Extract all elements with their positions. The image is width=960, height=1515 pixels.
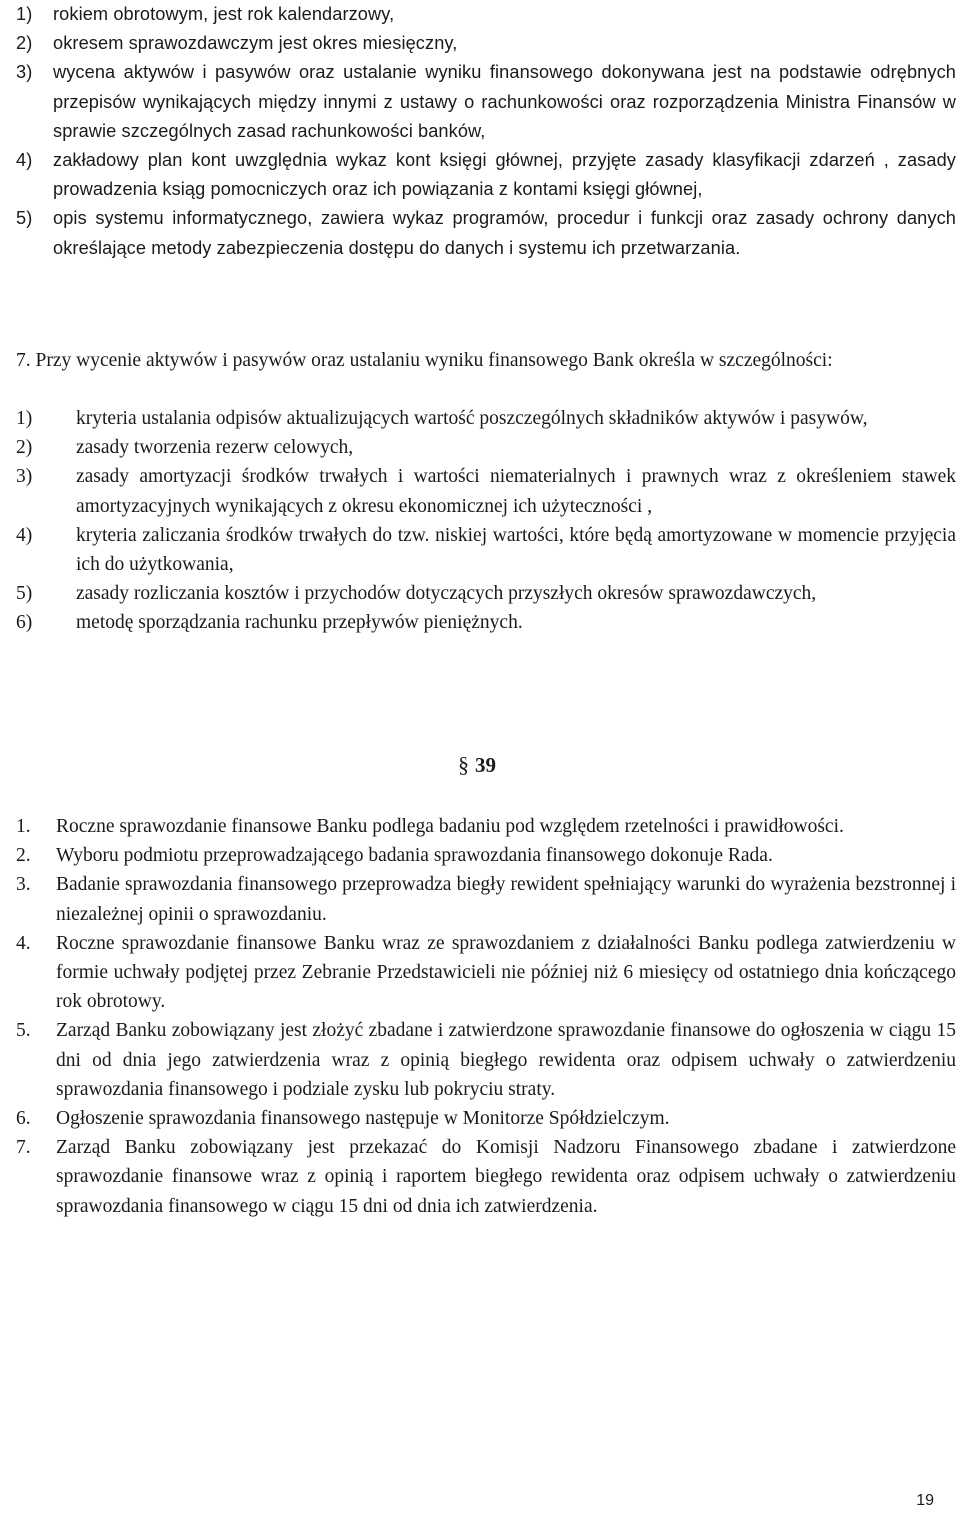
list-item-text: wycena aktywów i pasywów oraz ustalanie wyniku finansowego dokonywana jest na podstawie odrębnych przepisów wynikających między innymi z ustawy o rachunkowości oraz rozporządzenia Ministra Finansów w sprawie szczególnych zasad rachunkowości banków, xyxy=(53,62,956,141)
list-item-text: zasady amortyzacji środków trwałych i wartości niematerialnych i prawnych wraz z określeniem stawek amortyzacyjnych wynikających z okresu ekonomicznej ich użyteczności , xyxy=(76,466,956,517)
list-item xyxy=(16,521,956,579)
list-item-number: 2) xyxy=(16,437,33,459)
paragraph-7 xyxy=(16,346,956,375)
list-item xyxy=(16,404,956,433)
list-item-text: kryteria zaliczania środków trwałych do tzw. niskiej wartości, które będą amortyzowane w momencie przyjęcia ich do użytkowania, xyxy=(76,524,956,576)
list-item xyxy=(16,1133,956,1221)
list-item-number: 5) xyxy=(16,208,33,229)
list-item-text: Zarząd Banku zobowiązany jest przekazać do Komisji Nadzoru Finansowego zbadane i zatwierdzone sprawozdanie finansowe wraz z opinią i raportem biegłego rewidenta oraz odpisem uchwały o zatwierdzeniu sprawozdania finansowego w ciągu 15 dni od dnia ich zatwierdzenia. xyxy=(56,1137,956,1217)
list-item-number: 1) xyxy=(16,4,33,24)
list-item-text: Roczne sprawozdanie finansowe Banku podlega badaniu pod względem rzetelności i prawidłowości. xyxy=(56,816,844,837)
list-item xyxy=(16,579,956,608)
list-item-number: 5. xyxy=(16,1020,31,1042)
list-item-number: 4. xyxy=(16,932,31,954)
list-item-text: rokiem obrotowym, jest rok kalendarzowy, xyxy=(53,4,395,24)
list-item xyxy=(16,0,956,29)
list-item-text: zasady rozliczania kosztów i przychodów dotyczących przyszłych okresów sprawozdawczych, xyxy=(76,583,817,605)
list-a xyxy=(16,0,956,263)
list-item-text: metodę sporządzania rachunku przepływów pieniężnych. xyxy=(76,612,523,634)
list-item-number: 3) xyxy=(16,62,33,83)
page-number: 19 xyxy=(916,1492,934,1509)
list-item-number: 3. xyxy=(16,874,31,896)
list-item-number: 1. xyxy=(16,816,31,837)
list-item-text: kryteria ustalania odpisów aktualizujących wartość poszczególnych składników aktywów i pasywów, xyxy=(76,408,868,429)
list-item-text: Roczne sprawozdanie finansowe Banku wraz ze sprawozdaniem z działalności Banku podlega zatwierdzeniu w formie uchwały podjętej przez Zebranie Przedstawicieli nie później niż 6 miesięcy od ostatniego dnia kończącego rok obrotowy. xyxy=(56,932,956,1013)
paragraph-text: Przy wycenie aktywów i pasywów oraz ustalaniu wyniku finansowego Bank określa w szczególności: xyxy=(35,350,833,371)
list-item-text: Wyboru podmiotu przeprowadzającego badania sprawozdania finansowego dokonuje Rada. xyxy=(56,845,773,867)
list-item xyxy=(16,841,956,870)
list-item-number: 3) xyxy=(16,466,33,488)
section-sign: § xyxy=(458,752,469,777)
list-item-number: 4) xyxy=(16,150,33,171)
list-item xyxy=(16,812,956,841)
list-item-text: Ogłoszenie sprawozdania finansowego następuje w Monitorze Spółdzielczym. xyxy=(56,1108,670,1130)
list-item-number: 4) xyxy=(16,524,33,546)
list-item xyxy=(16,870,956,928)
list-item xyxy=(16,58,956,146)
list-item-text: Badanie sprawozdania finansowego przeprowadza biegły rewident spełniający warunki do wyrażenia bezstronnej i niezależnej opinii o sprawozdaniu. xyxy=(56,874,956,925)
list-item xyxy=(16,204,956,262)
list-item-number: 7. xyxy=(16,1137,31,1159)
list-item xyxy=(16,1016,956,1104)
list-item-text: zasady tworzenia rezerw celowych, xyxy=(76,437,354,459)
list-item xyxy=(16,29,956,58)
list-item xyxy=(16,433,956,462)
list-item-number: 2) xyxy=(16,33,33,54)
list-item xyxy=(16,462,956,520)
list-item xyxy=(16,929,956,1017)
list-item-text: zakładowy plan kont uwzględnia wykaz kont księgi głównej, przyjęte zasady klasyfikacji zdarzeń , zasady prowadzenia ksiąg pomocniczych oraz ich powiązania z kontami księgi głównej, xyxy=(53,150,956,200)
list-item xyxy=(16,608,956,637)
list-item xyxy=(16,146,956,204)
section-number: 39 xyxy=(475,753,496,777)
list-item-text: opis systemu informatycznego, zawiera wykaz programów, procedur i funkcji oraz zasady ochrony danych określające metody zabezpieczenia dostępu do danych i systemu ich przetwarzania. xyxy=(53,208,956,258)
list-item xyxy=(16,1104,956,1133)
list-c xyxy=(16,812,956,1221)
list-item-number: 1) xyxy=(16,408,33,429)
section-heading xyxy=(458,750,496,780)
list-item-number: 6) xyxy=(16,612,33,634)
list-item-text: Zarząd Banku zobowiązany jest złożyć zbadane i zatwierdzone sprawozdanie finansowe do ogłoszenia w ciągu 15 dni od dnia jego zatwierdzenia wraz z opinią biegłego rewidenta oraz odpisem uchwały o zatwierdzeniu sprawozdania finansowego i podziale zysku lub pokryciu straty. xyxy=(56,1020,956,1100)
list-item-number: 5) xyxy=(16,583,33,605)
list-item-number: 6. xyxy=(16,1108,31,1130)
list-b xyxy=(16,404,956,638)
paragraph-number: 7. xyxy=(16,350,31,371)
list-item-number: 2. xyxy=(16,845,31,867)
list-item-text: okresem sprawozdawczym jest okres miesięczny, xyxy=(53,33,458,54)
